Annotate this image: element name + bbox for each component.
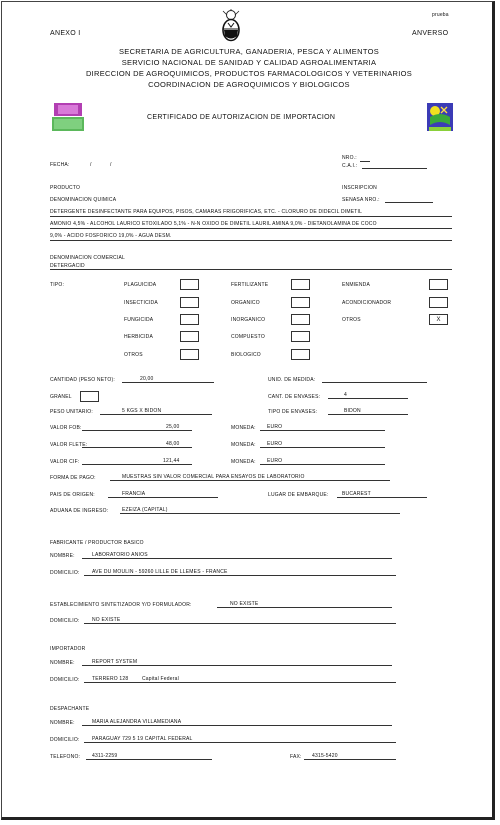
senasa-label: SENASA NRO.: <box>342 197 380 203</box>
granel-label: GRANEL <box>50 394 72 400</box>
quimica-line-3: 9,0% - ACIDO FOSFORICO 19,0% - AGUA DESM. <box>50 233 172 239</box>
tipo-envases-label: TIPO DE ENVASES: <box>268 409 318 415</box>
tipo-plaguicida-checkbox[interactable] <box>180 279 199 290</box>
moneda-cif-label: MONEDA: <box>231 459 256 465</box>
establecimiento-value: NO EXISTE <box>230 601 259 607</box>
quimica-rule-3 <box>50 240 452 241</box>
fabricante-nombre-value: LABORATORIO ANIOS <box>92 552 148 558</box>
moneda-flete-field[interactable] <box>260 447 385 448</box>
cant-envases-label: CANT. DE ENVASES: <box>268 394 321 400</box>
moneda-flete-value: EURO <box>267 441 283 447</box>
aduana-value: EZEIZA (CAPITAL) <box>122 507 168 513</box>
pais-origen-label: PAIS DE ORIGEN: <box>50 492 95 498</box>
valor-cif-value: 121,44 <box>163 458 180 464</box>
tipo-inorganico-label: INORGANICO <box>231 317 266 323</box>
valor-flete-value: 48,00 <box>166 441 180 447</box>
lugar-embarque-label: LUGAR DE EMBARQUE: <box>268 492 329 498</box>
telefono-label: TELEFONO: <box>50 754 81 760</box>
tipo-envases-value: BIDON <box>344 408 361 414</box>
quimica-line-2: AMONIO 4,5% - ALCOHOL LAURICO ETOXILADO 5,1% - N-N OXIDO DE DIMETIL LAURIL AMINA 9,0% - DIETANOLAMINA DE COCO <box>50 221 377 227</box>
header-line-3: DIRECCION DE AGROQUIMICOS, PRODUCTOS FARMACOLOGICOS Y VETERINARIOS <box>85 69 413 78</box>
peso-unitario-field[interactable] <box>100 414 212 415</box>
lugar-embarque-value: BUCAREST <box>342 491 371 497</box>
pais-origen-value: FRANCIA <box>122 491 146 497</box>
tipo-insecticida-checkbox[interactable] <box>180 297 199 308</box>
valor-fob-value: 25,00 <box>166 424 180 430</box>
lugar-embarque-field[interactable] <box>337 497 427 498</box>
cant-envases-field[interactable] <box>328 398 408 399</box>
tipo-enmienda-checkbox[interactable] <box>429 279 448 290</box>
tipo-otros-2-label: OTROS <box>124 352 143 358</box>
anexo-label: ANEXO I <box>50 30 81 37</box>
tipo-biologico-checkbox[interactable] <box>291 349 310 360</box>
fabricante-section-title: FABRICANTE / PRODUCTOR BASICO <box>50 540 144 546</box>
valor-fob-label: VALOR FOB: <box>50 425 82 431</box>
establecimiento-domicilio-label: DOMICILIO: <box>50 618 80 624</box>
tipo-herbicida-label: HERBICIDA <box>124 334 154 340</box>
moneda-cif-field[interactable] <box>260 464 385 465</box>
certificate-title: CERTIFICADO DE AUTORIZACION DE IMPORTACION <box>147 114 336 121</box>
cant-envases-value: 4 <box>344 392 347 398</box>
fax-field[interactable] <box>304 759 396 760</box>
tipo-biologico-label: BIOLOGICO <box>231 352 261 358</box>
establecimiento-domicilio-field[interactable] <box>84 623 396 624</box>
importador-section-title: IMPORTADOR <box>50 646 86 652</box>
tipo-otros-label: OTROS <box>342 317 361 323</box>
nro-label: NRO.: <box>342 155 357 161</box>
header-line-4: COORDINACION DE AGROQUIMICOS Y BIOLOGICOS <box>148 80 350 89</box>
denominacion-comercial-label: DENOMINACION COMERCIAL <box>50 255 125 261</box>
importador-domicilio-value: TERRERO 128 <box>92 676 129 682</box>
tipo-label: TIPO: <box>50 282 65 288</box>
coat-of-arms-icon <box>221 9 241 42</box>
tipo-otros-2-checkbox[interactable] <box>180 349 199 360</box>
tipo-organico-label: ORGANICO <box>231 300 260 306</box>
moneda-cif-value: EURO <box>267 458 283 464</box>
importador-domicilio-extra: Capital Federal <box>142 676 179 682</box>
fabricante-nombre-field[interactable] <box>82 558 392 559</box>
valor-flete-field[interactable] <box>82 447 192 448</box>
tipo-inorganico-checkbox[interactable] <box>291 314 310 325</box>
inscripcion-label: INSCRIPCION <box>342 185 377 191</box>
quimica-rule-1 <box>50 216 452 217</box>
fecha-separator-1: / <box>90 162 92 168</box>
tipo-otros-checkbox[interactable]: X <box>429 314 448 325</box>
valor-fob-field[interactable] <box>82 430 192 431</box>
telefono-value: 4311-2259 <box>92 753 118 759</box>
tipo-acondicionador-checkbox[interactable] <box>429 297 448 308</box>
forma-pago-label: FORMA DE PAGO: <box>50 475 96 481</box>
aduana-label: ADUANA DE INGRESO: <box>50 508 109 514</box>
denominacion-quimica-label: DENOMINACION QUIMICA <box>50 197 117 203</box>
despachante-domicilio-label: DOMICILIO: <box>50 737 80 743</box>
moneda-flete-label: MONEDA: <box>231 442 256 448</box>
fabricante-domicilio-field[interactable] <box>84 575 396 576</box>
tipo-organico-checkbox[interactable] <box>291 297 310 308</box>
forma-pago-field[interactable] <box>110 480 390 481</box>
tipo-plaguicida-label: PLAGUICIDA <box>124 282 157 288</box>
tipo-enmienda-label: ENMIENDA <box>342 282 370 288</box>
fabricante-domicilio-value: AVE DU MOULIN - 59260 LILLE DE LLEMES - FRANCE <box>92 569 228 575</box>
header-line-1: SECRETARIA DE AGRICULTURA, GANADERIA, PESCA Y ALIMENTOS <box>118 47 380 56</box>
tipo-acondicionador-label: ACONDICIONADOR <box>342 300 392 306</box>
peso-unitario-value: 5 KGS X BIDON <box>122 408 162 414</box>
establecimiento-domicilio-value: NO EXISTE <box>92 617 121 623</box>
tipo-fertilizante-label: FERTILIZANTE <box>231 282 269 288</box>
draft-tag: prueba <box>432 12 449 18</box>
fabricante-nombre-label: NOMBRE: <box>50 553 75 559</box>
tipo-fertilizante-checkbox[interactable] <box>291 279 310 290</box>
cantidad-label: CANTIDAD (PESO NETO): <box>50 377 115 383</box>
quimica-rule-2 <box>50 228 452 229</box>
right-logo-icon <box>427 103 453 131</box>
tipo-envases-field[interactable] <box>328 414 408 415</box>
cai-label: C.A.I.: <box>342 163 358 169</box>
moneda-fob-value: EURO <box>267 424 283 430</box>
moneda-fob-label: MONEDA: <box>231 425 256 431</box>
establecimiento-label: ESTABLECIMIENTO SINTETIZADOR Y/O FORMULADOR: <box>50 602 192 608</box>
quimica-line-1: DETERGENTE DESINFECTANTE PARA EQUIPOS, PISOS, CAMARAS FRIGORIFICAS, ETC. - CLORURO DE DIDECIL DIMETIL <box>50 209 363 215</box>
despachante-nombre-field[interactable] <box>82 725 392 726</box>
tipo-fungicida-checkbox[interactable] <box>180 314 199 325</box>
despachante-domicilio-field[interactable] <box>84 742 396 743</box>
fax-label: FAX: <box>290 754 302 760</box>
fax-value: 4315-5420 <box>312 753 338 759</box>
tipo-compuesto-label: COMPUESTO <box>231 334 265 340</box>
pais-origen-field[interactable] <box>108 497 218 498</box>
establecimiento-field[interactable] <box>217 607 392 608</box>
unidad-field[interactable] <box>322 382 427 383</box>
cantidad-value: 20,00 <box>140 376 154 382</box>
tipo-compuesto-checkbox[interactable] <box>291 331 310 342</box>
valor-cif-field[interactable] <box>82 464 192 465</box>
tipo-insecticida-label: INSECTICIDA <box>124 300 158 306</box>
peso-unitario-label: PESO UNITARIO: <box>50 409 93 415</box>
despachante-domicilio-value: PARAGUAY 729 5 19 CAPITAL FEDERAL <box>92 736 193 742</box>
producto-label: PRODUCTO <box>50 185 81 191</box>
anverso-label: ANVERSO <box>412 30 449 37</box>
despachante-nombre-value: MARIA ALEJANDRA VILLAMEDIANA <box>92 719 182 725</box>
aduana-field[interactable] <box>120 513 400 514</box>
tipo-fungicida-label: FUNGICIDA <box>124 317 154 323</box>
denominacion-comercial-rule <box>50 269 452 270</box>
importador-domicilio-field[interactable] <box>84 682 396 683</box>
fabricante-domicilio-label: DOMICILIO: <box>50 570 80 576</box>
valor-cif-label: VALOR CIF: <box>50 459 80 465</box>
telefono-field[interactable] <box>86 759 212 760</box>
unidad-label: UNID. DE MEDIDA: <box>268 377 316 383</box>
senasa-field[interactable] <box>385 202 433 203</box>
importador-nombre-value: REPORT SYSTEM <box>92 659 138 665</box>
importador-domicilio-label: DOMICILIO: <box>50 677 80 683</box>
despachante-nombre-label: NOMBRE: <box>50 720 75 726</box>
granel-checkbox[interactable] <box>80 391 99 402</box>
importador-nombre-field[interactable] <box>82 665 392 666</box>
header-line-2: SERVICIO NACIONAL DE SANIDAD Y CALIDAD AGROALIMENTARIA <box>121 58 377 67</box>
importador-nombre-label: NOMBRE: <box>50 660 75 666</box>
tipo-herbicida-checkbox[interactable] <box>180 331 199 342</box>
fecha-label: FECHA: <box>50 162 70 168</box>
certificate-page <box>1 1 495 820</box>
denominacion-comercial-value: DETERGACID <box>50 263 85 269</box>
nro-field[interactable] <box>360 161 370 162</box>
cantidad-field[interactable] <box>122 382 214 383</box>
cai-field[interactable] <box>362 168 427 169</box>
fecha-separator-2: / <box>110 162 112 168</box>
left-logo-icon <box>52 102 84 132</box>
forma-pago-value: MUESTRAS SIN VALOR COMERCIAL PARA ENSAYOS DE LABORATORIO <box>122 474 305 480</box>
moneda-fob-field[interactable] <box>260 430 385 431</box>
valor-flete-label: VALOR FLETE: <box>50 442 88 448</box>
despachante-section-title: DESPACHANTE <box>50 706 90 712</box>
